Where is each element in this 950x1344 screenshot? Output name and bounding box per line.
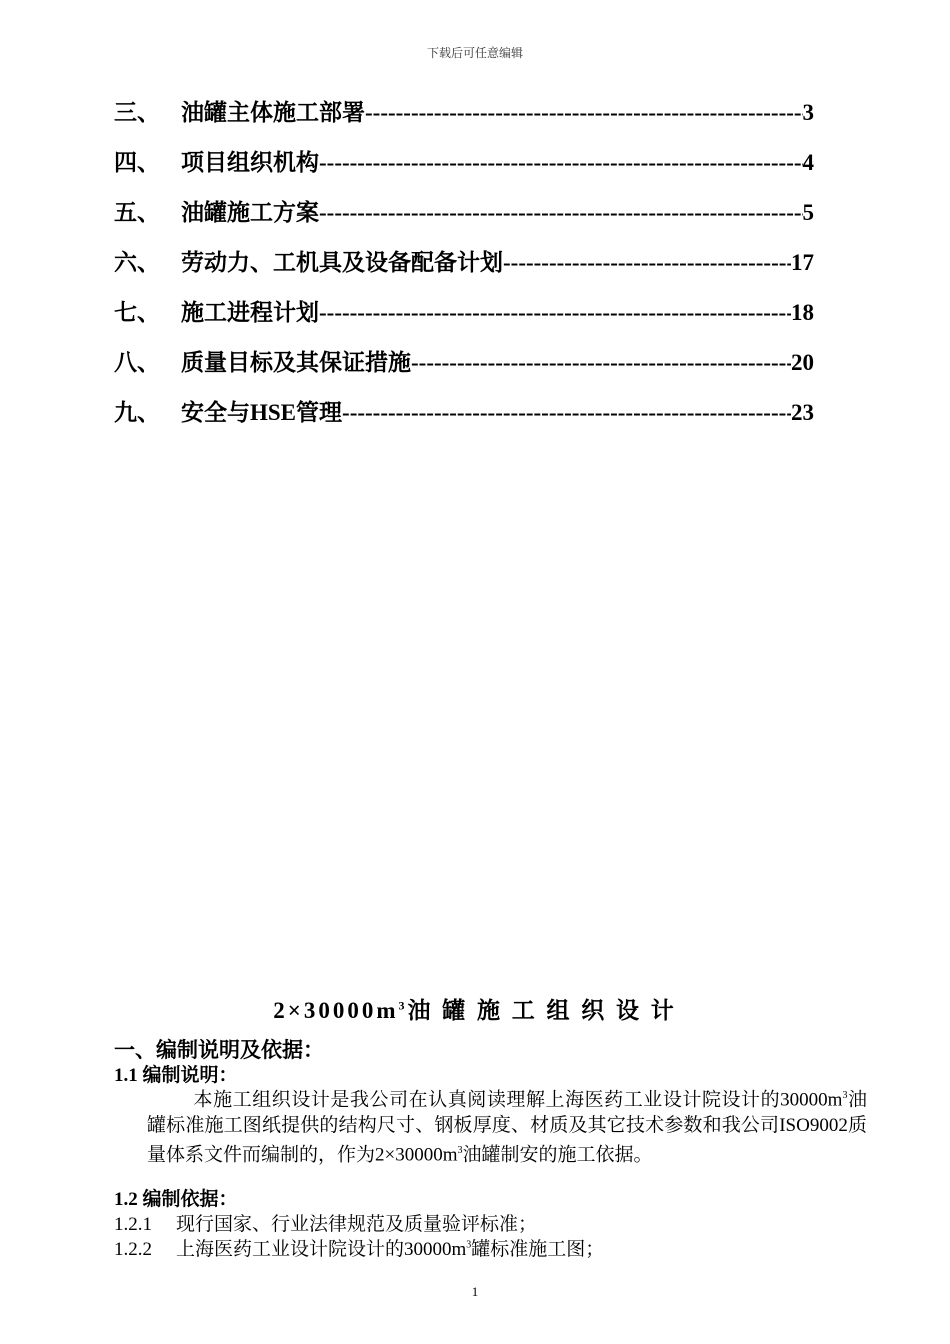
toc-entry-number: 八、 xyxy=(114,350,160,375)
toc-entry-title: 施工进程计划 xyxy=(181,300,319,325)
toc-dot-leader xyxy=(342,400,791,426)
subsection-heading: 1.2 编制依据： xyxy=(114,1189,238,1210)
toc-dot-leader xyxy=(319,150,803,176)
paragraph-text: 本施工组织设计是我公司在认真阅读理解上海医药工业设计院设计的30000m xyxy=(193,1089,843,1111)
list-item-text: 现行国家、行业法律规范及质量验评标准； xyxy=(176,1214,538,1235)
toc-entry-page: 4 xyxy=(802,150,814,175)
page-number: 1 xyxy=(471,1284,479,1299)
list-item xyxy=(114,1209,537,1236)
toc-entry[interactable] xyxy=(114,394,814,444)
toc-dot-leader xyxy=(503,250,791,276)
toc-entry-title: 劳动力、工机具及设备配备计划 xyxy=(181,250,503,275)
toc-entry[interactable] xyxy=(114,244,814,294)
toc-dot-leader xyxy=(319,300,791,326)
page-header: 下载后可任意编辑 xyxy=(426,46,523,60)
superscript-exponent: 3 xyxy=(842,1090,848,1101)
toc-entry-page: 18 xyxy=(791,300,814,325)
toc-entry-number: 五、 xyxy=(114,200,160,225)
toc-entry[interactable] xyxy=(114,344,814,394)
list-item-number: 1.2.1 xyxy=(114,1214,152,1235)
toc-entry-number: 四、 xyxy=(114,150,160,175)
toc-entry-title: 安全与HSE管理 xyxy=(181,400,343,425)
toc-entry-page: 17 xyxy=(791,250,814,275)
toc-dot-leader xyxy=(365,100,803,126)
list-item-number: 1.2.2 xyxy=(114,1239,152,1260)
document-title-prefix: 2×30000m xyxy=(273,998,399,1023)
section-heading: 一、编制说明及依据： xyxy=(114,1038,324,1062)
toc-entry-title: 油罐施工方案 xyxy=(181,200,319,225)
toc-entry-page: 23 xyxy=(791,400,814,425)
toc-dot-leader xyxy=(319,200,803,226)
toc-dot-leader xyxy=(411,350,791,376)
toc-entry-number: 九、 xyxy=(114,400,160,425)
toc-entry[interactable] xyxy=(114,294,814,344)
toc-entry-number: 七、 xyxy=(114,300,160,325)
paragraph-text: 油罐制安的施工依据。 xyxy=(462,1144,653,1166)
toc-entry-title: 项目组织机构 xyxy=(181,150,319,175)
toc-entry-page: 5 xyxy=(802,200,814,225)
toc-entry-number: 六、 xyxy=(114,250,160,275)
toc-entry-page: 3 xyxy=(802,100,814,125)
list-item-text: 上海医药工业设计院设计的30000m xyxy=(176,1239,467,1260)
toc-entry[interactable] xyxy=(114,94,814,144)
list-item xyxy=(114,1234,604,1261)
toc-entry[interactable] xyxy=(114,144,814,194)
subsection-heading: 1.1 编制说明： xyxy=(114,1065,238,1086)
superscript-exponent: 3 xyxy=(466,1239,472,1251)
document-title-suffix: 油 罐 施 工 组 织 设 计 xyxy=(407,998,677,1023)
toc-entry-page: 20 xyxy=(791,350,814,375)
paragraph-text: 油罐标准施工图纸提供的结构尺寸、钢板厚度、材质及其它技术参数和我公司ISO9002质量体系文件而编制的，作为2×30000m xyxy=(147,1089,867,1166)
toc-entry-title: 质量目标及其保证措施 xyxy=(181,350,411,375)
toc-entry-number: 三、 xyxy=(114,100,160,125)
table-of-contents xyxy=(114,94,814,444)
body-paragraph xyxy=(147,1083,867,1168)
toc-entry-title: 油罐主体施工部署 xyxy=(181,100,365,125)
superscript-exponent: 3 xyxy=(398,998,408,1013)
list-item-text: 罐标准施工图； xyxy=(471,1239,605,1260)
document-title xyxy=(0,992,950,1025)
toc-entry[interactable] xyxy=(114,194,814,244)
superscript-exponent: 3 xyxy=(457,1145,463,1157)
